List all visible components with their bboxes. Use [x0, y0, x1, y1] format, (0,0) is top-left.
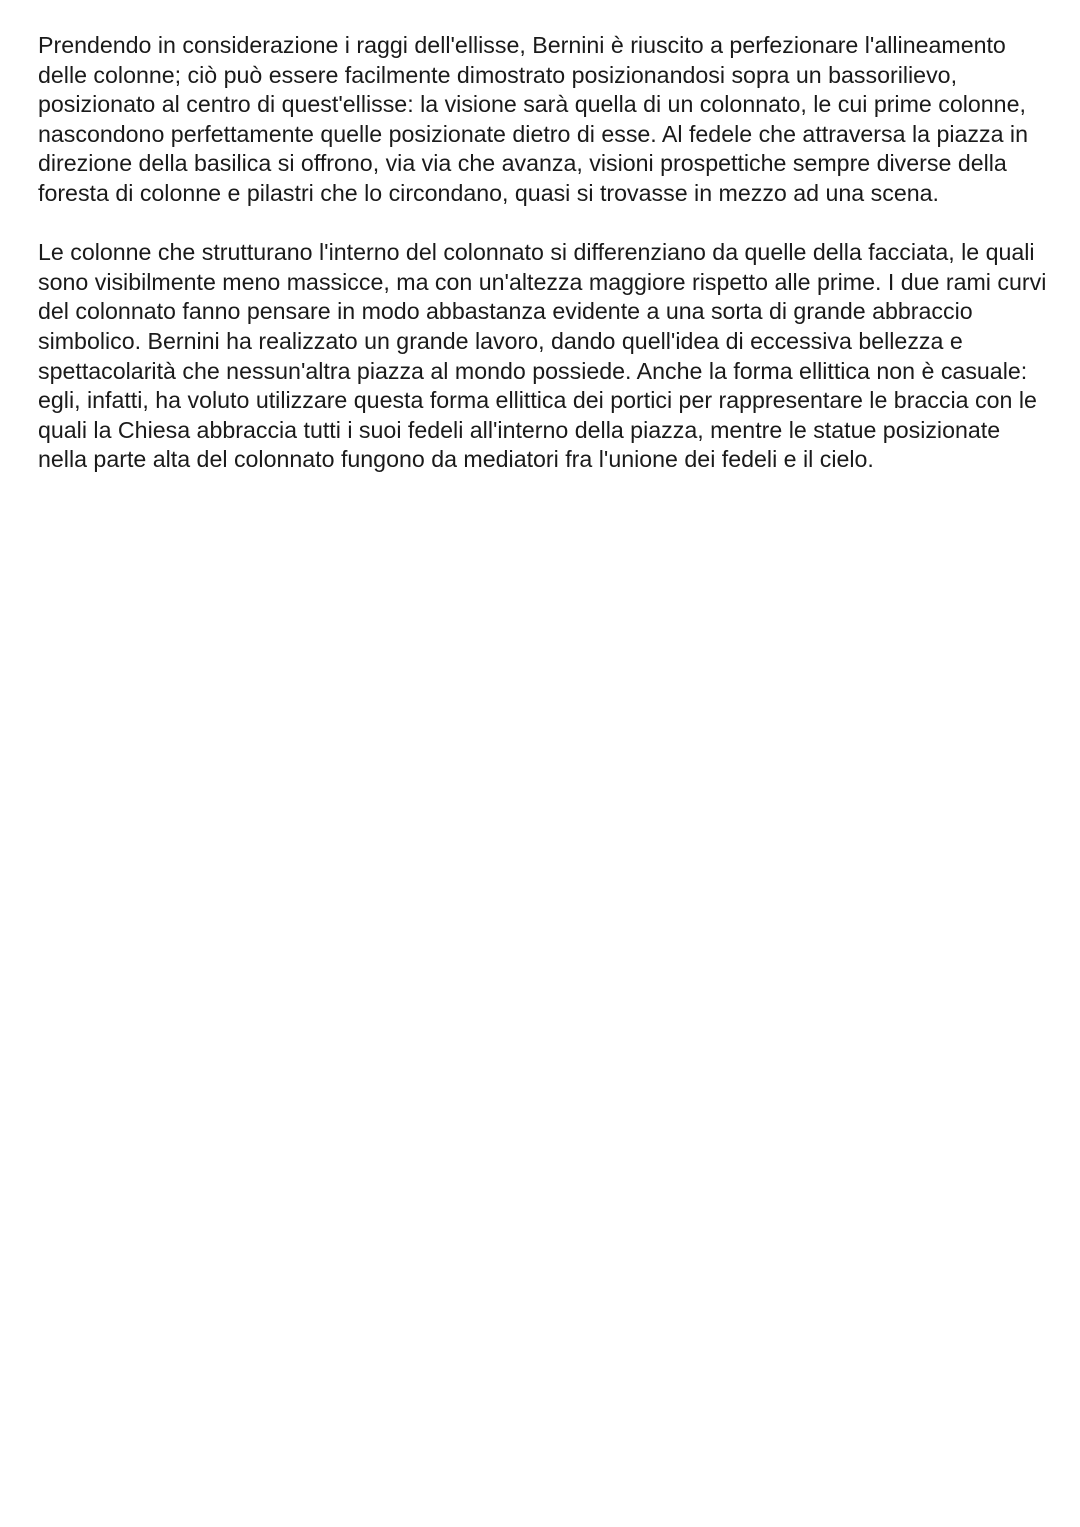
paragraph-colonnade-columns: Le colonne che strutturano l'interno del colonnato si differenziano da quelle della facciata, le quali sono visibilmente meno massicce, ma con un'altezza maggiore rispetto alle prime. I due rami curvi del colonnato fanno pensare in modo abbastanza evidente a una sorta di grande abbraccio simbolico. Bernini ha realizzato un grande lavoro, dando quell'idea di eccessiva bellezza e spettacolarità che nessun'altra piazza al mondo possiede. Anche la forma ellittica non è casuale: egli, infatti, ha voluto utilizzare questa forma ellittica dei portici per rappresentare le braccia con le quali la Chiesa abbraccia tutti i suoi fedeli all'interno della piazza, mentre le statue posizionate nella parte alta del colonnato fungono da mediatori fra l'unione dei fedeli e il cielo.	[38, 239, 1047, 473]
paragraph-bernini-ellipse: Prendendo in considerazione i raggi dell'ellisse, Bernini è riuscito a perfezionare l'allineamento delle colonne; ciò può essere facilmente dimostrato posizionandosi sopra un bassorilievo, posizionato al centro di quest'ellisse: la visione sarà quella di un colonnato, le cui prime colonne, nascondono perfettamente quelle posizionate dietro di esse. Al fedele che attraversa la piazza in direzione della basilica si offrono, via via che avanza, visioni prospettiche sempre diverse della foresta di colonne e pilastri che lo circondano, quasi si trovasse in mezzo ad una scena.	[38, 32, 1028, 206]
document-body	[38, 31, 1048, 475]
